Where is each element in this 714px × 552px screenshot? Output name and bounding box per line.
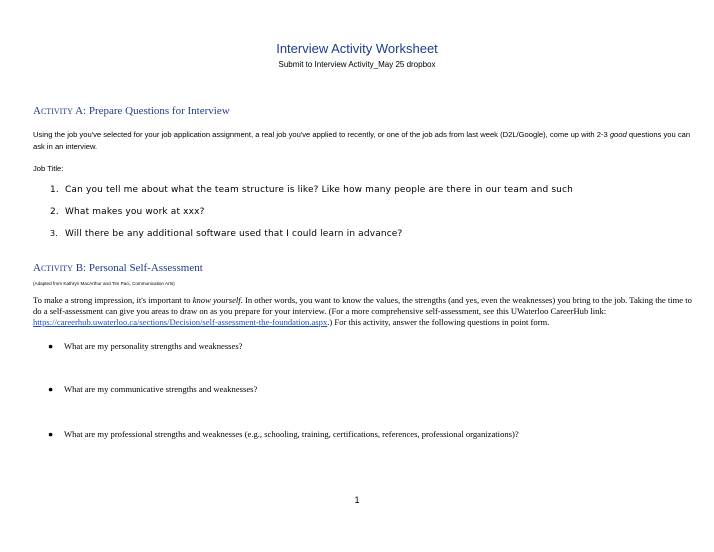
bullet-icon: ●	[48, 429, 54, 439]
self-assessment-question-text: What are my personality strengths and weaknesses?	[64, 341, 243, 351]
activity-b-heading-sc: Activity	[33, 262, 73, 274]
activity-b-credit: (Adapted from Kathryn MacArthur and Tim Paci, Communication Arts)	[33, 281, 175, 286]
activity-a-heading-sc: Activity	[33, 105, 73, 117]
self-assessment-question-1	[48, 341, 243, 351]
question-number: 1.	[50, 185, 59, 195]
activity-a-heading-rest: A: Prepare Questions for Interview	[72, 105, 230, 117]
job-title-label: Job Title:	[33, 164, 64, 173]
self-assessment-question-text: What are my communicative strengths and weaknesses?	[64, 384, 258, 394]
question-text: What makes you work at xxx?	[65, 207, 205, 217]
self-assessment-question-text: What are my professional strengths and weaknesses (e.g., schooling, training, certifications, references, professional organizations)?	[64, 429, 519, 439]
question-item-3	[50, 229, 402, 239]
question-item-2	[50, 207, 205, 217]
intro-text-mid: . In other words, you want to know the values, the strengths (and yes, even the weaknesses) you bring to the job. Taking the time to do a self-assessment can give you areas to draw on as you prepare for your interview. (For a more comprehensive self-assessment, see this UWaterloo CareerHub link:	[33, 295, 692, 316]
instructions-text: Using the job you've selected for your job application assignment, a real job you've applied to recently, or one of the job ads from last week (D2L/Google), come up with 2-3	[33, 130, 610, 139]
question-number: 2.	[50, 207, 59, 217]
instructions-emphasis: good	[609, 130, 627, 139]
instructions-text-end: questions you can ask in an interview.	[33, 130, 691, 151]
activity-a-instructions	[33, 129, 693, 153]
page-number: 1	[354, 495, 360, 505]
question-number: 3.	[50, 229, 58, 238]
bullet-icon: ●	[48, 341, 54, 351]
page-subtitle: Submit to Interview Activity_May 25 dropbox	[278, 60, 436, 69]
activity-b-heading	[33, 262, 203, 274]
page-title: Interview Activity Worksheet	[276, 41, 438, 56]
intro-text-end: .) For this activity, answer the following questions in point form.	[327, 317, 550, 327]
activity-a-heading	[33, 105, 230, 117]
activity-b-intro	[33, 295, 693, 328]
self-assessment-question-2	[48, 384, 257, 394]
question-item-1	[50, 185, 573, 195]
question-text: Will there be any additional software used that I could learn in advance?	[65, 229, 403, 239]
bullet-icon: ●	[48, 384, 54, 394]
activity-b-heading-rest: B: Personal Self-Assessment	[72, 262, 203, 274]
intro-emphasis: know yourself	[192, 295, 241, 305]
question-text: Can you tell me about what the team structure is like? Like how many people are there in our team and such	[65, 185, 573, 195]
intro-text: To make a strong impression, it's important to	[33, 295, 193, 305]
self-assessment-question-3	[48, 429, 519, 439]
careerhub-link[interactable]: https://careerhub.uwaterloo.ca/sections/Decision/self-assessment-the-foundation.aspx	[33, 317, 328, 327]
